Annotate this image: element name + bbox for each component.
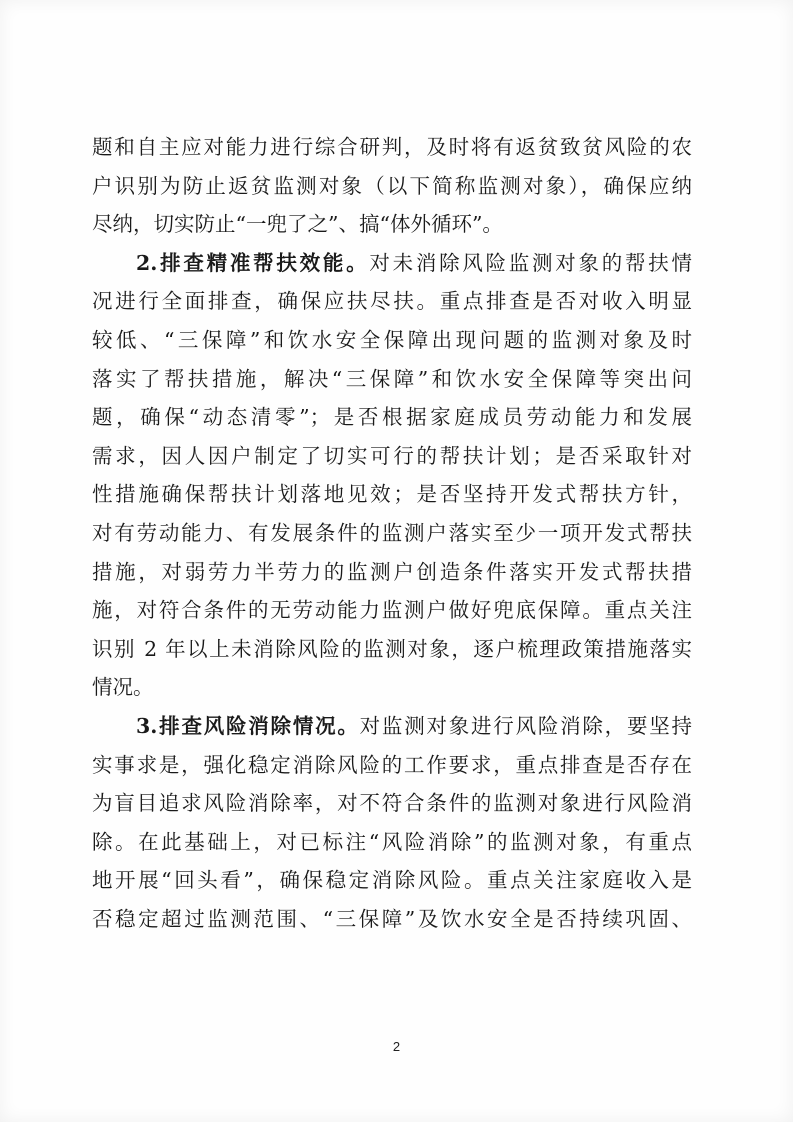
- text-run: 对监测对象进行风险消除，要坚持: [359, 713, 692, 738]
- text-line: 性措施确保帮扶计划落地见效；是否坚持开发式帮扶方针，: [92, 482, 692, 507]
- text-line: 题和自主应对能力进行综合研判，及时将有返贫致贫风险的农: [92, 135, 692, 159]
- text-line: 为盲目追求风险消除率，对不符合条件的监测对象进行风险消: [92, 791, 692, 816]
- text-line: 识别 2 年以上未消除风险的监测对象，逐户梳理政策措施落实: [92, 636, 692, 661]
- text-line: 落实了帮扶措施，解决“三保障”和饮水安全保障等突出问: [92, 366, 692, 391]
- section-2-heading: 2.排查精准帮扶效能。: [136, 250, 370, 275]
- page-number: 2: [392, 1039, 401, 1054]
- text-line: 措施，对弱劳力半劳力的监测户创造条件落实开发式帮扶措: [92, 559, 692, 584]
- section-3-first-line: [92, 707, 692, 746]
- document-body: [92, 128, 692, 938]
- text-line: 需求，因人因户制定了切实可行的帮扶计划；是否采取针对: [92, 443, 692, 468]
- text-line: 除。在此基础上，对已标注“风险消除”的监测对象，有重点: [92, 829, 692, 854]
- text-line: 否稳定超过监测范围、“三保障”及饮水安全是否持续巩固、: [92, 906, 692, 931]
- text-run: 对未消除风险监测对象的帮扶情: [369, 250, 692, 275]
- text-line: 户识别为防止返贫监测对象（以下简称监测对象），确保应纳: [92, 173, 692, 198]
- section-3-heading: 3.排查风险消除情况。: [136, 713, 360, 738]
- text-line: 尽纳，切实防止“一兜了之”、搞“体外循环”。: [92, 212, 503, 237]
- text-line: 地开展“回头看”，确保稳定消除风险。重点关注家庭收入是: [92, 868, 692, 893]
- text-line: 施，对符合条件的无劳动能力监测户做好兜底保障。重点关注: [92, 598, 692, 623]
- text-line: 况进行全面排查，确保应扶尽扶。重点排查是否对收入明显: [92, 289, 692, 314]
- text-line: 题，确保“动态清零”；是否根据家庭成员劳动能力和发展: [92, 405, 692, 430]
- text-line: 情况。: [92, 675, 154, 700]
- text-line: 对有劳动能力、有发展条件的监测户落实至少一项开发式帮扶: [92, 520, 692, 545]
- text-line: 较低、“三保障”和饮水安全保障出现问题的监测对象及时: [92, 327, 692, 352]
- section-2-first-line: [92, 244, 692, 283]
- text-line: 实事求是，强化稳定消除风险的工作要求，重点排查是否存在: [92, 752, 692, 777]
